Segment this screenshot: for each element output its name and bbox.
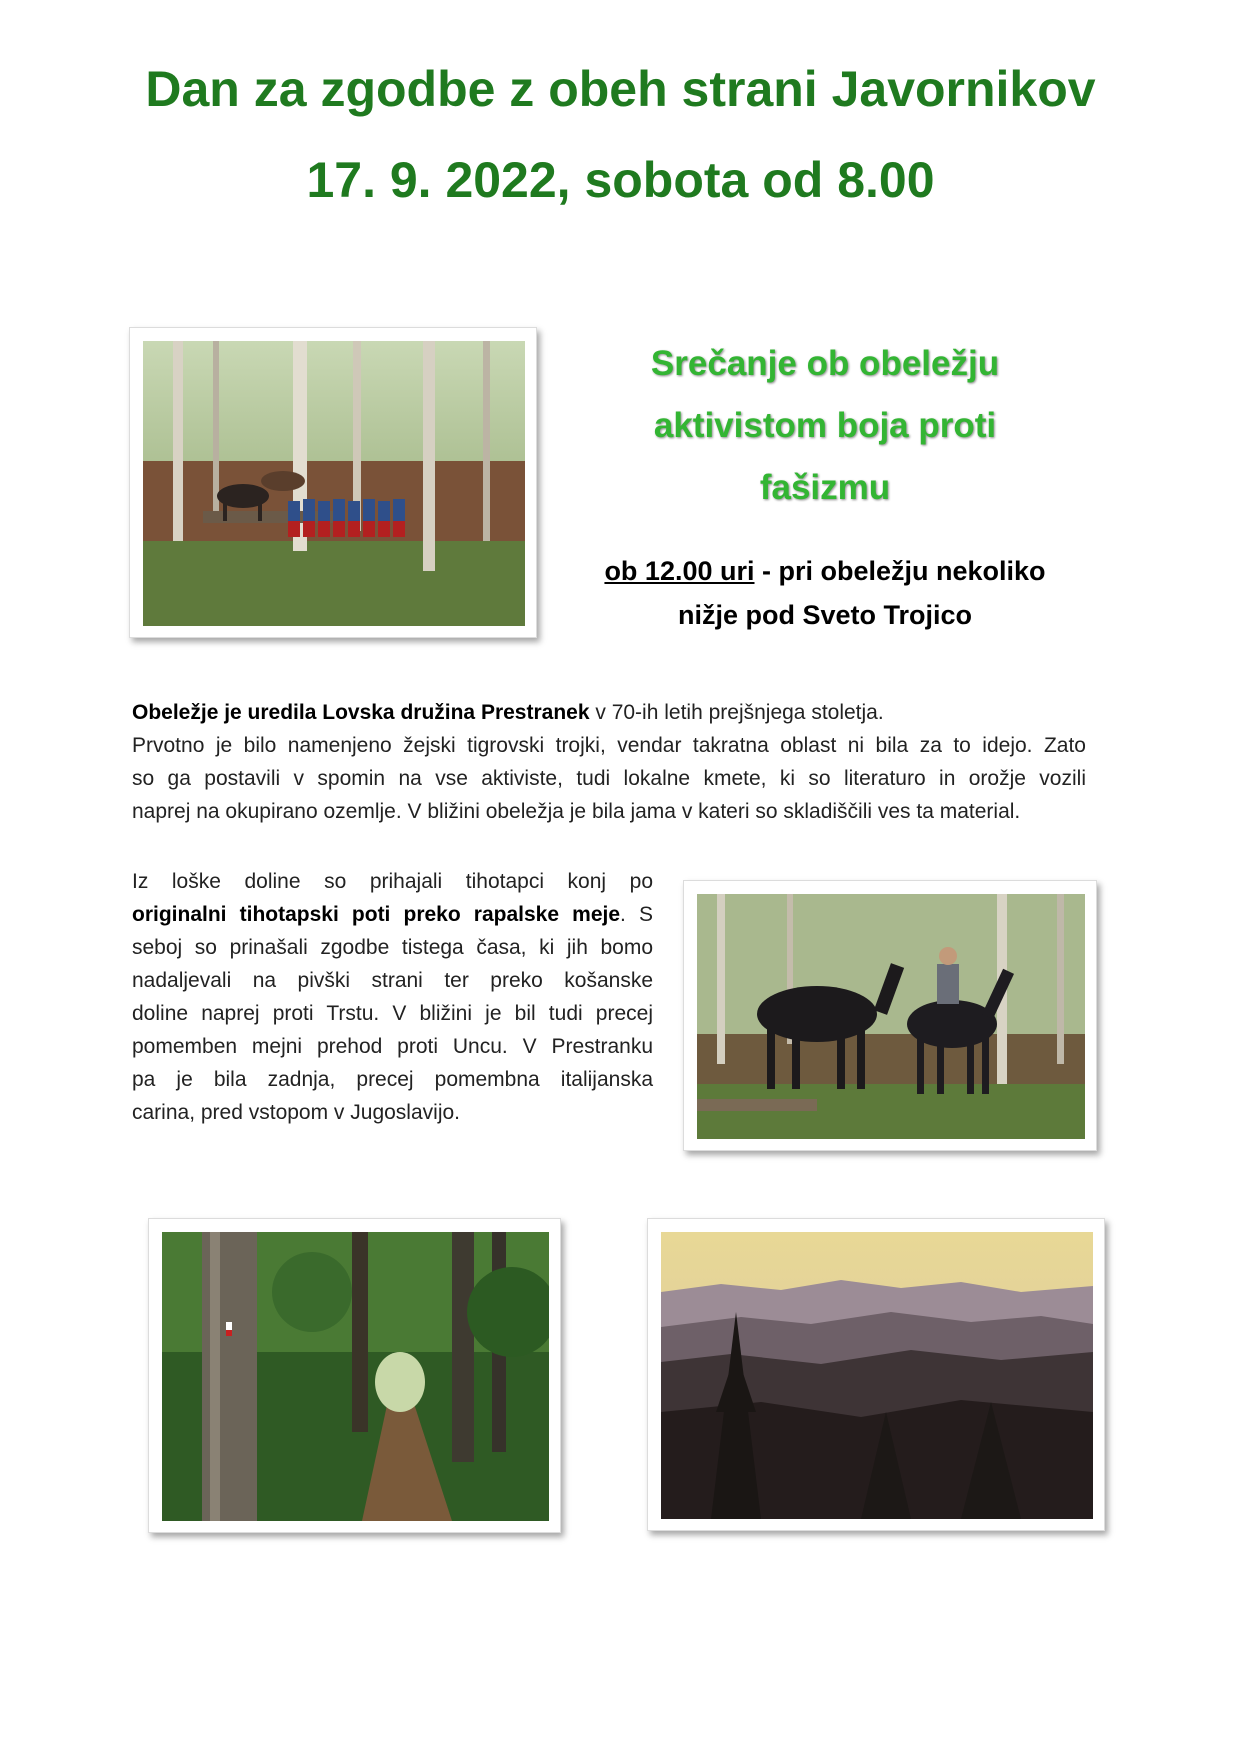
- paragraph-lead-bold: Obeležje je uredila Lovska družina Prestranek: [132, 701, 590, 724]
- paragraph-lead-rest: v 70-ih letih prejšnjega stoletja.: [589, 701, 884, 724]
- paragraph-line: Iz loške doline so prihajali tihotapci konj po: [132, 870, 653, 893]
- paragraph-smugglers: [132, 865, 653, 1129]
- paragraph-line: so ga postavili v spomin na vse aktiviste, tudi lokalne kmete, ki so literaturo in orožje vozili: [132, 767, 1086, 790]
- paragraph-bold-rest: . S: [620, 903, 653, 926]
- photo-horses: [683, 880, 1097, 1151]
- meeting-place: nižje pod Sveto Trojico: [677, 600, 973, 630]
- paragraph-line: Prvotno je bilo namenjeno žejski tigrovski trojki, vendar takratna oblast ni bila za to idejo. Zato: [132, 734, 1086, 757]
- forest-path-image: [162, 1232, 549, 1521]
- page-title: Dan za zgodbe z obeh strani Javornikov: [145, 61, 1096, 117]
- meeting-heading-line: Srečanje ob obeležju: [650, 344, 1000, 383]
- meeting-heading-line: fašizmu: [759, 468, 891, 507]
- paragraph-line: pa je bila zadnja, precej pomembna italijanska: [132, 1068, 653, 1091]
- meeting-time-info: [575, 549, 1075, 637]
- meeting-heading-line: aktivistom boja proti: [653, 406, 997, 445]
- event-date: 17. 9. 2022, sobota od 8.00: [306, 152, 935, 208]
- meeting-time: ob 12.00 uri: [604, 556, 755, 586]
- photo-group-forest: [129, 327, 537, 638]
- paragraph-line: doline naprej proti Trstu. V bližini je bil tudi precej: [132, 1002, 653, 1025]
- mountain-sunset-image: [661, 1232, 1093, 1519]
- meeting-time-rest: - pri obeležju nekoliko: [754, 556, 1046, 586]
- paragraph-line: pomemben mejni prehod proti Uncu. V Prestranku: [132, 1035, 653, 1058]
- paragraph-line: nadaljevali na pivški strani ter preko košanske: [132, 969, 653, 992]
- paragraph-bold: originalni tihotapski poti preko rapalske meje: [132, 903, 621, 926]
- meeting-heading: [595, 333, 1055, 519]
- paragraph-memorial: [132, 696, 1086, 828]
- paragraph-line: seboj so prinašali zgodbe tistega časa, ki jih bomo: [132, 936, 653, 959]
- photo-forest-path: [148, 1218, 561, 1533]
- paragraph-line: carina, pred vstopom v Jugoslavijo.: [132, 1101, 460, 1124]
- paragraph-line: naprej na okupirano ozemlje. V bližini obeležja je bila jama v kateri so skladiščili ves ta material.: [132, 800, 1021, 823]
- photo-mountain-sunset: [647, 1218, 1105, 1531]
- forest-group-image: [143, 341, 525, 626]
- horses-image: [697, 894, 1085, 1139]
